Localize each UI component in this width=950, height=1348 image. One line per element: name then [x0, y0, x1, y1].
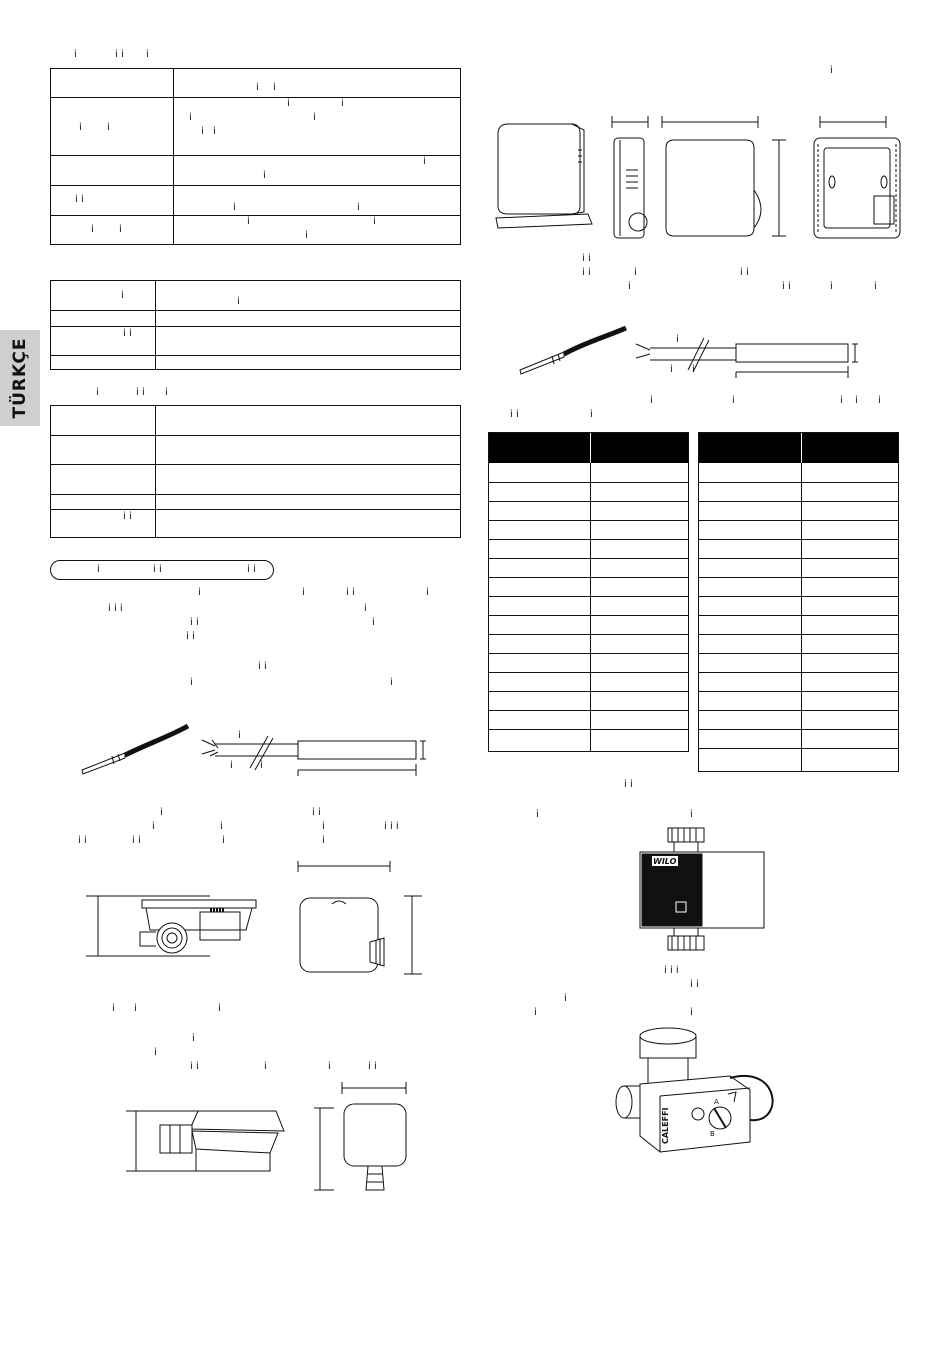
sensor-housing-front-view	[292, 858, 422, 983]
spec-table-2: i i i i	[50, 280, 461, 370]
svg-text:A: A	[714, 1098, 719, 1106]
svg-text:i: i	[692, 364, 695, 375]
wilo-pump-illustration	[638, 824, 768, 954]
room-thermostat-illustrations	[488, 110, 908, 245]
wilo-logo: WILO	[653, 857, 677, 866]
language-tab-label: TÜRKÇE	[10, 337, 30, 419]
right-heading-fragment: i	[830, 65, 833, 76]
svg-text:B: B	[710, 1130, 715, 1138]
cable-probe-illustration-right	[512, 322, 872, 382]
spec-table-3: i i	[50, 405, 461, 538]
caleffi-pump-illustration	[610, 1024, 800, 1164]
svg-text:i: i	[230, 760, 233, 771]
svg-text:i: i	[260, 760, 263, 771]
spec-table-1: i i i i i i i i i i i i i i i i i i i i i	[50, 68, 461, 245]
resistance-table-a	[488, 432, 689, 752]
svg-text:i: i	[676, 334, 679, 345]
outdoor-sensor-front-view	[312, 1080, 422, 1195]
resistance-table-b	[698, 432, 899, 772]
cable-probe-illustration-left	[70, 718, 430, 778]
section-heading-pill: i i i i i	[50, 560, 274, 580]
caleffi-logo: CALEFFI	[661, 1107, 670, 1144]
sensor-housing-side-view	[80, 890, 270, 970]
svg-text:i: i	[670, 364, 673, 375]
outdoor-sensor-side-view	[120, 1105, 290, 1180]
svg-text:i: i	[238, 730, 241, 741]
